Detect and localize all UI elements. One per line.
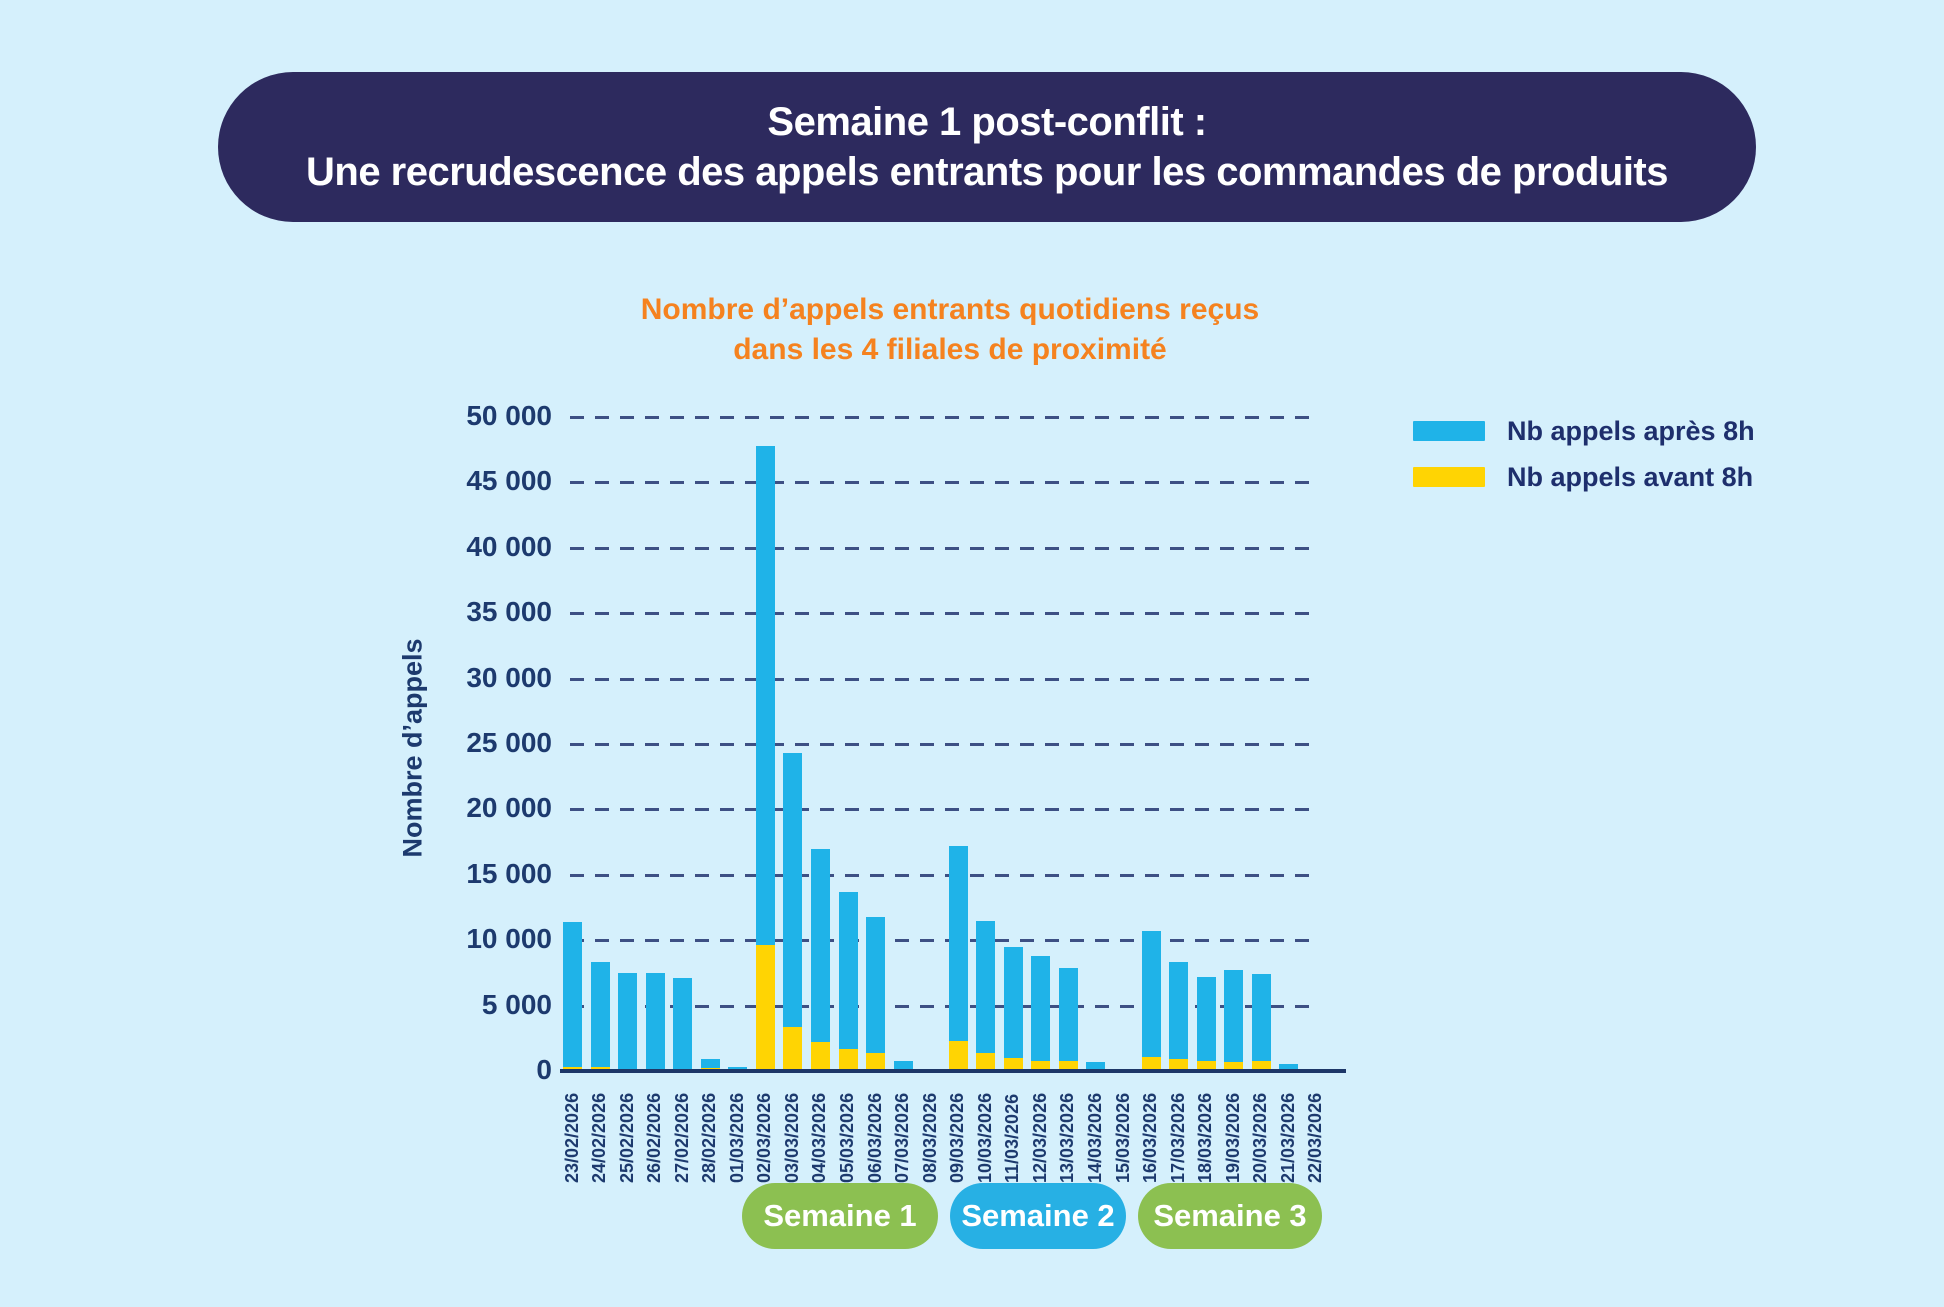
y-tick-label-10000: 10 000 <box>466 923 552 955</box>
x-tick-label-27-02-2026: 27/02/2026 <box>671 1092 692 1183</box>
bar-segment-apres-8h <box>811 849 830 1043</box>
y-tick-label-15000: 15 000 <box>466 857 552 889</box>
x-tick-label-26-02-2026: 26/02/2026 <box>644 1092 665 1183</box>
y-tick-label-20000: 20 000 <box>466 792 552 824</box>
legend-swatch-yellow <box>1413 467 1485 487</box>
bar-11-03-2026 <box>1004 947 1023 1071</box>
x-tick-label-28-02-2026: 28/02/2026 <box>699 1092 720 1183</box>
bar-segment-apres-8h <box>591 962 610 1067</box>
bar-segment-apres-8h <box>783 753 802 1026</box>
x-tick-label-16-03-2026: 16/03/2026 <box>1140 1092 1161 1183</box>
bar-27-02-2026 <box>673 978 692 1071</box>
bar-10-03-2026 <box>976 921 995 1071</box>
y-tick-label-50000: 50 000 <box>466 400 552 431</box>
x-tick-label-11-03-2026: 11/03/2026 <box>1002 1093 1023 1183</box>
bar-segment-avant-8h <box>839 1049 858 1071</box>
legend-label-avant-8h: Nb appels avant 8h <box>1507 461 1754 492</box>
x-tick-label-20-03-2026: 20/03/2026 <box>1250 1092 1271 1183</box>
x-tick-label-23-02-2026: 23/02/2026 <box>561 1092 582 1183</box>
bar-24-02-2026 <box>591 962 610 1071</box>
bar-segment-apres-8h <box>1059 968 1078 1061</box>
x-tick-label-04-03-2026: 04/03/2026 <box>809 1092 830 1183</box>
chart-title-line1: Nombre d’appels entrants quotidiens reçus <box>640 293 1260 326</box>
x-tick-label-22-03-2026: 22/03/2026 <box>1305 1092 1326 1183</box>
bar-19-03-2026 <box>1224 970 1243 1071</box>
y-tick-label-40000: 40 000 <box>466 530 552 562</box>
x-tick-label-01-03-2026: 01/03/2026 <box>726 1092 747 1183</box>
x-tick-label-08-03-2026: 08/03/2026 <box>919 1092 940 1183</box>
x-tick-label-10-03-2026: 10/03/2026 <box>974 1092 995 1183</box>
bar-segment-apres-8h <box>1252 974 1271 1061</box>
bar-segment-avant-8h <box>783 1027 802 1071</box>
bar-segment-apres-8h <box>1142 931 1161 1057</box>
y-tick-label-0: 0 <box>536 1054 552 1085</box>
x-tick-label-07-03-2026: 07/03/2026 <box>892 1092 913 1183</box>
x-tick-label-14-03-2026: 14/03/2026 <box>1084 1092 1105 1183</box>
title-banner <box>218 72 1756 222</box>
week-pill-semaine-1: Semaine 1 <box>742 1183 938 1249</box>
legend-label-apres-8h: Nb appels après 8h <box>1507 415 1755 446</box>
bar-17-03-2026 <box>1169 962 1188 1071</box>
x-tick-label-15-03-2026: 15/03/2026 <box>1112 1092 1133 1183</box>
x-tick-label-17-03-2026: 17/03/2026 <box>1167 1092 1188 1183</box>
bar-05-03-2026 <box>839 892 858 1071</box>
bar-segment-apres-8h <box>949 846 968 1041</box>
bar-13-03-2026 <box>1059 968 1078 1071</box>
chart-title <box>420 290 1480 370</box>
x-tick-label-12-03-2026: 12/03/2026 <box>1029 1092 1050 1183</box>
week-pill-semaine-3: Semaine 3 <box>1138 1183 1322 1249</box>
bar-04-03-2026 <box>811 849 830 1071</box>
bar-20-03-2026 <box>1252 974 1271 1071</box>
bar-06-03-2026 <box>866 917 885 1071</box>
legend-swatch-blue <box>1413 421 1485 441</box>
y-tick-label-25000: 25 000 <box>466 727 552 758</box>
bar-segment-apres-8h <box>1031 956 1050 1061</box>
legend-row-apres-8h <box>1413 415 1755 446</box>
bar-segment-apres-8h <box>866 917 885 1053</box>
x-tick-label-05-03-2026: 05/03/2026 <box>837 1092 857 1183</box>
bar-segment-avant-8h <box>949 1041 968 1071</box>
bar-02-03-2026 <box>756 446 775 1071</box>
bar-09-03-2026 <box>949 846 968 1071</box>
legend-row-avant-8h <box>1413 461 1755 492</box>
x-tick-label-18-03-2026: 18/03/2026 <box>1195 1092 1216 1183</box>
bar-segment-apres-8h <box>646 973 665 1070</box>
x-tick-label-13-03-2026: 13/03/2026 <box>1057 1092 1078 1183</box>
x-tick-label-09-03-2026: 09/03/2026 <box>947 1092 968 1183</box>
x-tick-label-06-03-2026: 06/03/2026 <box>864 1092 885 1183</box>
y-tick-label-5000: 5 000 <box>481 988 552 1020</box>
x-axis-line <box>560 1069 1346 1073</box>
bar-26-02-2026 <box>646 973 665 1071</box>
chart-title-line2: dans les 4 filiales de proximité <box>733 333 1167 366</box>
bar-25-02-2026 <box>618 973 637 1071</box>
y-tick-label-30000: 30 000 <box>466 661 552 693</box>
bar-segment-apres-8h <box>1224 970 1243 1062</box>
x-tick-label-24-02-2026: 24/02/2026 <box>589 1092 610 1183</box>
bar-segment-avant-8h <box>756 945 775 1071</box>
y-axis-title: Nombre d’appels <box>397 638 428 858</box>
bar-12-03-2026 <box>1031 956 1050 1071</box>
x-tick-label-02-03-2026: 02/03/2026 <box>754 1092 775 1183</box>
banner-title-line2: Une recrudescence des appels entrants pour les commandes de produits <box>306 150 1668 194</box>
bar-segment-apres-8h <box>756 446 775 946</box>
y-tick-label-45000: 45 000 <box>466 465 552 497</box>
bar-03-03-2026 <box>783 753 802 1071</box>
x-tick-label-03-03-2026: 03/03/2026 <box>781 1092 802 1183</box>
bar-23-02-2026 <box>563 922 582 1071</box>
x-tick-label-25-02-2026: 25/02/2026 <box>616 1092 637 1183</box>
x-tick-label-19-03-2026: 19/03/2026 <box>1222 1092 1243 1183</box>
bar-segment-apres-8h <box>673 978 692 1070</box>
chart-legend <box>1413 415 1755 510</box>
bar-18-03-2026 <box>1197 977 1216 1071</box>
bar-segment-apres-8h <box>701 1059 720 1068</box>
bars-layer <box>0 417 1944 1071</box>
bar-segment-apres-8h <box>618 973 637 1070</box>
y-tick-label-35000: 35 000 <box>466 596 552 628</box>
bar-16-03-2026 <box>1142 931 1161 1071</box>
banner-title-line1: Semaine 1 post-conflit : <box>767 100 1207 144</box>
week-pill-semaine-2: Semaine 2 <box>950 1183 1126 1249</box>
bar-segment-apres-8h <box>1004 947 1023 1058</box>
bar-segment-apres-8h <box>1169 962 1188 1059</box>
x-tick-label-21-03-2026: 21/03/2026 <box>1277 1092 1298 1183</box>
bar-segment-apres-8h <box>1197 977 1216 1061</box>
bar-segment-apres-8h <box>976 921 995 1053</box>
bar-segment-apres-8h <box>563 922 582 1067</box>
bar-segment-avant-8h <box>811 1042 830 1071</box>
bar-segment-apres-8h <box>839 892 858 1049</box>
